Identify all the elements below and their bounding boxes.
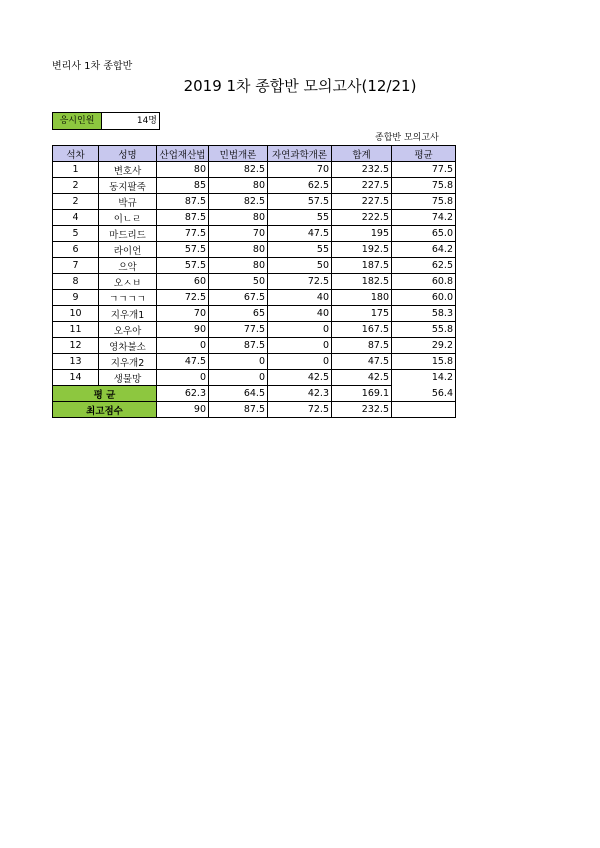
cell-subject-1: 47.5 xyxy=(157,354,209,370)
cell-total: 47.5 xyxy=(332,354,392,370)
cell-subject-1: 70 xyxy=(157,306,209,322)
cell-subject-3: 42.5 xyxy=(268,370,332,386)
participant-count-label: 응시인원 xyxy=(53,113,102,129)
cell-name: 오ㅅㅂ xyxy=(99,274,157,290)
max-average-empty xyxy=(392,402,456,418)
table-row xyxy=(53,370,456,386)
table-row xyxy=(53,290,456,306)
cell-subject-1: 57.5 xyxy=(157,258,209,274)
cell-rank: 13 xyxy=(53,354,99,370)
page-title: 2019 1차 종합반 모의고사(12/21) xyxy=(183,77,417,95)
cell-subject-1: 90 xyxy=(157,322,209,338)
cell-subject-1: 87.5 xyxy=(157,210,209,226)
table-row xyxy=(53,322,456,338)
average-subject-1: 62.3 xyxy=(157,386,209,402)
cell-rank: 4 xyxy=(53,210,99,226)
cell-subject-2: 65 xyxy=(209,306,268,322)
cell-subject-3: 55 xyxy=(268,210,332,226)
header-subject-1: 산업재산법 xyxy=(157,146,209,162)
cell-average: 58.3 xyxy=(392,306,456,322)
header-subject-2: 민법개론 xyxy=(209,146,268,162)
score-table xyxy=(52,145,456,418)
cell-subject-3: 40 xyxy=(268,290,332,306)
max-subject-2: 87.5 xyxy=(209,402,268,418)
cell-name: ㄱㄱㄱㄱ xyxy=(99,290,157,306)
cell-average: 60.8 xyxy=(392,274,456,290)
cell-subject-2: 87.5 xyxy=(209,338,268,354)
max-subject-1: 90 xyxy=(157,402,209,418)
cell-rank: 6 xyxy=(53,242,99,258)
cell-total: 42.5 xyxy=(332,370,392,386)
cell-name: 이ㄴㄹ xyxy=(99,210,157,226)
cell-subject-1: 77.5 xyxy=(157,226,209,242)
cell-name: 오우아 xyxy=(99,322,157,338)
cell-total: 232.5 xyxy=(332,162,392,178)
cell-average: 55.8 xyxy=(392,322,456,338)
cell-name: 변호사 xyxy=(99,162,157,178)
cell-subject-1: 80 xyxy=(157,162,209,178)
cell-subject-1: 57.5 xyxy=(157,242,209,258)
table-row xyxy=(53,258,456,274)
cell-average: 62.5 xyxy=(392,258,456,274)
cell-total: 222.5 xyxy=(332,210,392,226)
cell-name: 박규 xyxy=(99,194,157,210)
cell-name: 지우개1 xyxy=(99,306,157,322)
max-total: 232.5 xyxy=(332,402,392,418)
cell-rank: 11 xyxy=(53,322,99,338)
cell-average: 77.5 xyxy=(392,162,456,178)
cell-name: 동지팔죽 xyxy=(99,178,157,194)
header-rank: 석차 xyxy=(53,146,99,162)
cell-total: 87.5 xyxy=(332,338,392,354)
cell-average: 29.2 xyxy=(392,338,456,354)
cell-rank: 5 xyxy=(53,226,99,242)
max-row xyxy=(53,402,456,418)
cell-subject-3: 47.5 xyxy=(268,226,332,242)
average-subject-3: 42.3 xyxy=(268,386,332,402)
cell-subject-2: 80 xyxy=(209,210,268,226)
table-row xyxy=(53,194,456,210)
cell-subject-2: 77.5 xyxy=(209,322,268,338)
cell-rank: 14 xyxy=(53,370,99,386)
cell-rank: 12 xyxy=(53,338,99,354)
cell-name: 영차불소 xyxy=(99,338,157,354)
header-subject-3: 자연과학개론 xyxy=(268,146,332,162)
average-total: 169.1 xyxy=(332,386,392,402)
cell-subject-2: 0 xyxy=(209,370,268,386)
cell-subject-1: 85 xyxy=(157,178,209,194)
cell-total: 227.5 xyxy=(332,194,392,210)
cell-subject-2: 0 xyxy=(209,354,268,370)
cell-subject-3: 0 xyxy=(268,338,332,354)
table-row xyxy=(53,338,456,354)
table-subtitle: 종합반 모의고사 xyxy=(375,133,439,143)
cell-subject-3: 55 xyxy=(268,242,332,258)
table-row xyxy=(53,178,456,194)
cell-subject-3: 70 xyxy=(268,162,332,178)
cell-subject-3: 0 xyxy=(268,322,332,338)
cell-subject-2: 70 xyxy=(209,226,268,242)
header-label: 변리사 1차 종합반 xyxy=(52,61,133,72)
cell-subject-1: 0 xyxy=(157,338,209,354)
cell-subject-2: 80 xyxy=(209,258,268,274)
table-row xyxy=(53,274,456,290)
header-name: 성명 xyxy=(99,146,157,162)
cell-subject-3: 57.5 xyxy=(268,194,332,210)
cell-rank: 1 xyxy=(53,162,99,178)
cell-rank: 7 xyxy=(53,258,99,274)
cell-subject-3: 50 xyxy=(268,258,332,274)
cell-rank: 8 xyxy=(53,274,99,290)
cell-subject-2: 80 xyxy=(209,178,268,194)
average-row xyxy=(53,386,456,402)
table-header-row xyxy=(53,146,456,162)
cell-average: 74.2 xyxy=(392,210,456,226)
cell-total: 167.5 xyxy=(332,322,392,338)
cell-subject-3: 0 xyxy=(268,354,332,370)
cell-total: 192.5 xyxy=(332,242,392,258)
max-label: 최고점수 xyxy=(53,402,157,418)
table-row xyxy=(53,242,456,258)
cell-total: 187.5 xyxy=(332,258,392,274)
cell-average: 75.8 xyxy=(392,178,456,194)
max-subject-3: 72.5 xyxy=(268,402,332,418)
average-subject-2: 64.5 xyxy=(209,386,268,402)
cell-rank: 9 xyxy=(53,290,99,306)
cell-total: 227.5 xyxy=(332,178,392,194)
cell-subject-2: 50 xyxy=(209,274,268,290)
average-label: 평 균 xyxy=(53,386,157,402)
cell-subject-3: 40 xyxy=(268,306,332,322)
cell-subject-1: 87.5 xyxy=(157,194,209,210)
cell-subject-1: 0 xyxy=(157,370,209,386)
cell-subject-2: 67.5 xyxy=(209,290,268,306)
cell-average: 75.8 xyxy=(392,194,456,210)
cell-name: 생물망 xyxy=(99,370,157,386)
cell-total: 182.5 xyxy=(332,274,392,290)
cell-subject-2: 82.5 xyxy=(209,194,268,210)
table-row xyxy=(53,354,456,370)
header-average: 평균 xyxy=(392,146,456,162)
average-average: 56.4 xyxy=(392,386,456,402)
cell-total: 180 xyxy=(332,290,392,306)
cell-rank: 10 xyxy=(53,306,99,322)
participant-count-value: 14명 xyxy=(136,116,157,126)
cell-rank: 2 xyxy=(53,178,99,194)
cell-average: 15.8 xyxy=(392,354,456,370)
cell-name: 마드리드 xyxy=(99,226,157,242)
cell-total: 195 xyxy=(332,226,392,242)
cell-subject-2: 80 xyxy=(209,242,268,258)
cell-subject-1: 72.5 xyxy=(157,290,209,306)
cell-subject-3: 62.5 xyxy=(268,178,332,194)
cell-name: 으악 xyxy=(99,258,157,274)
cell-total: 175 xyxy=(332,306,392,322)
header-total: 합계 xyxy=(332,146,392,162)
cell-name: 지우개2 xyxy=(99,354,157,370)
cell-name: 라이언 xyxy=(99,242,157,258)
participant-count-box xyxy=(52,112,160,130)
cell-subject-2: 82.5 xyxy=(209,162,268,178)
table-row xyxy=(53,210,456,226)
cell-average: 65.0 xyxy=(392,226,456,242)
cell-average: 60.0 xyxy=(392,290,456,306)
cell-subject-1: 60 xyxy=(157,274,209,290)
table-row xyxy=(53,162,456,178)
cell-average: 14.2 xyxy=(392,370,456,386)
table-row xyxy=(53,226,456,242)
cell-average: 64.2 xyxy=(392,242,456,258)
table-row xyxy=(53,306,456,322)
cell-rank: 2 xyxy=(53,194,99,210)
cell-subject-3: 72.5 xyxy=(268,274,332,290)
